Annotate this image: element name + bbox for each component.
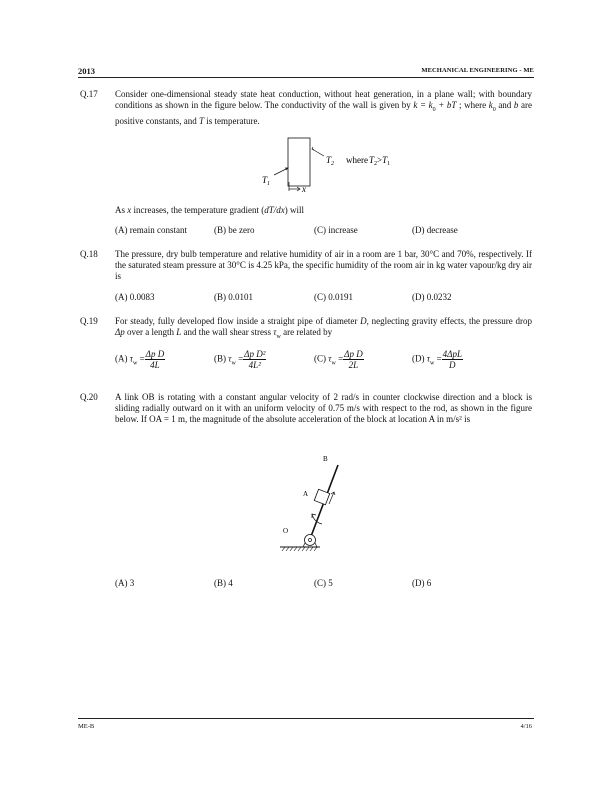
option-b: (B) 0.0101: [214, 292, 253, 302]
x-label: x: [302, 184, 306, 194]
option-b: (B) $\tau_w$ = $\frac{\text{Δp D²}}{\text{4L²}}$: [214, 349, 266, 370]
q19-options: [115, 349, 535, 375]
question-number: Q.18: [80, 249, 98, 259]
option-b: (B) be zero: [214, 225, 255, 235]
link-figure: [270, 452, 350, 552]
question-17-prompt: [80, 205, 532, 216]
t1-leader: [274, 168, 288, 175]
question-number: Q.20: [80, 392, 98, 402]
label-o: O: [283, 527, 289, 535]
option-a: (A) 0.0083: [115, 292, 155, 302]
footer-page: 4/16: [520, 723, 532, 730]
t2-label: $T_2$: [326, 155, 335, 167]
option-c: (C) $\tau_w$ = $\frac{\text{Δp D}}{2L}$: [314, 349, 363, 370]
pivot: [305, 535, 316, 546]
wall-figure: [250, 135, 430, 197]
ground-hatch: [282, 547, 317, 551]
t2-where: $whereT_2>T_1$: [346, 155, 391, 167]
question-17: [80, 89, 532, 127]
question-19: [80, 316, 532, 343]
question-20: [80, 392, 532, 426]
header-paper: MECHANICAL ENGINEERING - ME: [421, 67, 534, 74]
option-d: (D) 6: [412, 578, 432, 588]
question-text: The pressure, dry bulb temperature and relative humidity of air in a room are 1 bar, 30°C and 70%, respectively. If the saturated steam pressure at 30°C is 4.25 kPa, the specific humidity of the room air in kg water vapour/kg dry air is: [115, 249, 532, 282]
footer-code: ME-B: [78, 723, 95, 730]
option-c: (C) 5: [314, 578, 333, 588]
footer-rule: [78, 718, 534, 719]
option-a: (A) $\tau_w$ = $\frac{\text{Δp D}}{4L}$: [115, 349, 165, 370]
question-prompt: As x increases, the temperature gradient (dT/dx) will: [115, 205, 304, 215]
question-text: For steady, fully developed flow inside a straight pipe of diameter D, neglecting gravity effects, the pressure drop Δp over a length L and the wall shear stress $\tau_w$ are related by: [115, 316, 532, 340]
question-number: Q.19: [80, 316, 98, 326]
label-a: A: [303, 490, 309, 498]
t1-label: $T_1$: [262, 175, 271, 187]
option-b: (B) 4: [214, 578, 233, 588]
question-number: Q.17: [80, 89, 98, 99]
option-a: (A) 3: [115, 578, 135, 588]
option-a: (A) remain constant: [115, 225, 187, 235]
label-b: B: [323, 455, 328, 463]
header-rule: [78, 77, 534, 78]
option-c: (C) increase: [314, 225, 358, 235]
option-d: (D) decrease: [412, 225, 458, 235]
option-c: (C) 0.0191: [314, 292, 353, 302]
header-year: 2013: [78, 66, 95, 76]
wall-rect: [288, 138, 310, 186]
question-text: Consider one-dimensional steady state heat conduction, without heat generation, in a plane wall; with boundary conditions as shown in the figure below. The conductivity of the wall is given by $k = k_0$ + bT ; where $k_0$ and b are positive constants, and T is temperature.: [115, 89, 532, 127]
option-d: (D) 0.0232: [412, 292, 452, 302]
question-text: A link OB is rotating with a constant angular velocity of 2 rad/s in counter clockwise direction and a block is sliding radially outward on it with an uniform velocity of 0.75 m/s with respect to the rod, as shown in the figure below. If OA = 1 m, the magnitude of the absolute acceleration of the block at location A in m/s² is: [115, 392, 532, 425]
option-d: (D) $\tau_w$ = $\frac{\text{4ΔpL}}{D}$: [412, 349, 462, 370]
question-18: [80, 249, 532, 283]
